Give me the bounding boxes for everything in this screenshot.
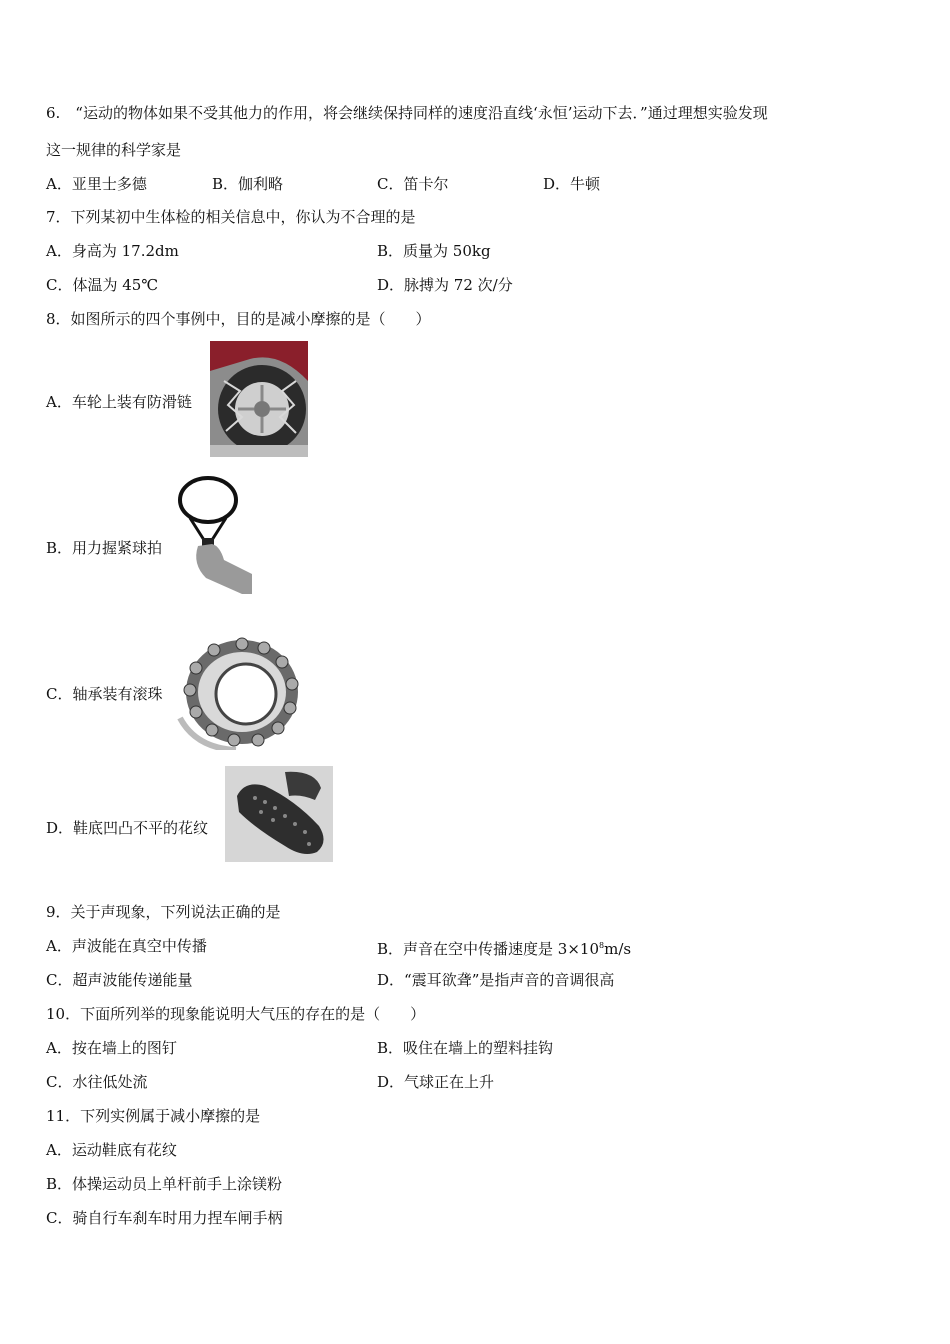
- q9-option-b-exponent: 8: [599, 941, 605, 950]
- q7-option-a: A．身高为 17.2dm: [46, 242, 179, 260]
- q8-option-d: D．鞋底凹凸不平的花纹: [46, 819, 209, 837]
- q9-option-d: D．“震耳欲聋”是指声音的音调很高: [377, 971, 615, 989]
- q6-stem-line2: 这一规律的科学家是: [46, 141, 182, 159]
- q9-option-b: [377, 936, 631, 959]
- q9-option-a: A．声波能在真空中传播: [46, 937, 207, 955]
- q9-stem: 9．关于声现象，下列说法正确的是: [46, 903, 281, 921]
- q8-stem: 8．如图所示的四个事例中，目的是减小摩擦的是（ ）: [46, 310, 431, 328]
- q10-option-c: C．水往低处流: [46, 1073, 148, 1091]
- racket-image: [172, 474, 252, 594]
- q7-stem: 7．下列某初中生体检的相关信息中，你认为不合理的是: [46, 208, 416, 226]
- q6-option-c: C．笛卡尔: [377, 175, 449, 193]
- q11-option-b: B．体操运动员上单杆前手上涂镁粉: [46, 1175, 283, 1193]
- q8-option-a: A．车轮上装有防滑链: [46, 393, 192, 411]
- q8-option-c: C．轴承装有滚珠: [46, 685, 163, 703]
- q6-option-b: B．伽利略: [212, 175, 284, 193]
- q8-option-b: B．用力握紧球拍: [46, 539, 163, 557]
- q7-option-b: B．质量为 50kg: [377, 242, 491, 260]
- q10-option-b: B．吸住在墙上的塑料挂钩: [377, 1039, 554, 1057]
- q9-option-b-unit: m/s: [604, 940, 632, 958]
- q6-option-a: A．亚里士多德: [46, 175, 147, 193]
- q10-option-a: A．按在墙上的图钉: [46, 1039, 177, 1057]
- q6-option-d: D．牛顿: [543, 175, 601, 193]
- q7-option-c: C．体温为 45℃: [46, 276, 159, 294]
- q9-option-c: C．超声波能传递能量: [46, 971, 193, 989]
- shoe-sole-image: [225, 766, 333, 862]
- q11-stem: 11．下列实例属于减小摩擦的是: [46, 1107, 261, 1125]
- q9-option-b-text: B．声音在空中传播速度是 3×10: [377, 940, 599, 958]
- q7-option-d: D．脉搏为 72 次/分: [377, 276, 513, 294]
- q6-stem-line1: 6. “运动的物体如果不受其他力的作用，将会继续保持同样的速度沿直线‘永恒’运动下去．”通过理想实验发现: [46, 104, 768, 122]
- q10-stem: 10．下面所列举的现象能说明大气压的存在的是（ ）: [46, 1005, 426, 1023]
- q10-option-d: D．气球正在上升: [377, 1073, 495, 1091]
- q11-option-c: C．骑自行车刹车时用力捏车闸手柄: [46, 1209, 283, 1227]
- q11-option-a: A．运动鞋底有花纹: [46, 1141, 177, 1159]
- tire-chain-image: [210, 341, 308, 457]
- ball-bearing-image: [176, 632, 302, 750]
